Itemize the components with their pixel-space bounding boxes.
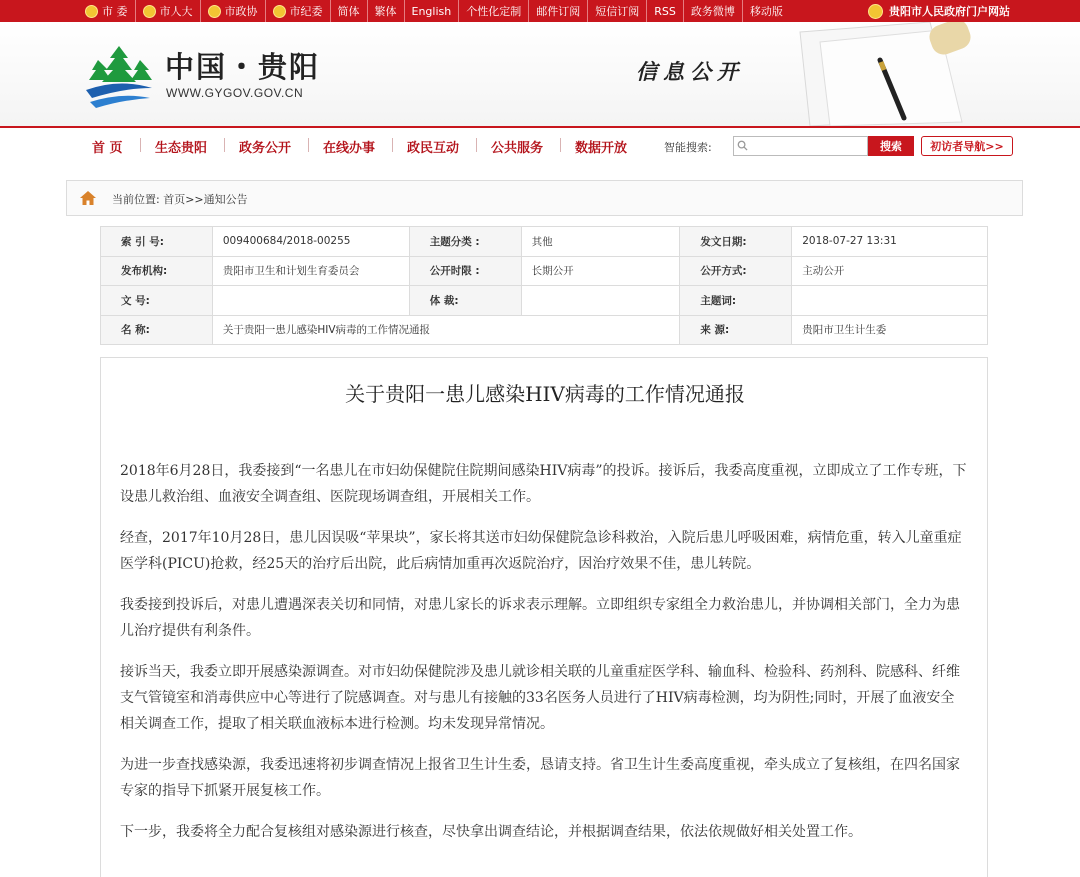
tree-logo-icon[interactable] [84, 44, 154, 108]
top-link-traditional[interactable]: 繁体 [367, 0, 404, 22]
top-link-discipline[interactable]: 市纪委 [265, 0, 330, 22]
paper-pen-decoration-icon [780, 22, 980, 126]
nav-interaction[interactable]: 政民互动 [407, 141, 460, 156]
nav-open-data[interactable]: 数据开放 [575, 141, 628, 156]
nav-ecology[interactable]: 生态贵阳 [155, 141, 208, 156]
meta-category-value: 其他 [521, 227, 680, 257]
meta-row [101, 256, 988, 286]
meta-category-key: 主题分类 : [409, 227, 521, 257]
meta-genre-key: 体 裁: [409, 286, 521, 316]
party-emblem-icon [273, 5, 286, 18]
top-link-customize[interactable]: 个性化定制 [458, 0, 528, 22]
nav-divider [224, 138, 225, 152]
breadcrumb-text [112, 191, 248, 207]
article [100, 357, 988, 877]
meta-index-value: 009400684/2018-00255 [212, 227, 409, 257]
article-paragraph: 接诉当天，我委立即开展感染源调查。对市妇幼保健院涉及患儿就诊相关联的儿童重症医学科、输血科、检验科、药剂科、院感科、纤维支气管镜室和消毒供应中心等进行了院感调查。对与患儿有接触的33名医务人员进行了HIV病毒检测，均为阴性;同时，开展了血液安全相关调查工作，提取了相关联血液标本进行检测。均未发现异常情况。 [120, 664, 960, 732]
breadcrumb-home-link[interactable]: 首页 [163, 193, 186, 206]
document-meta-table [100, 226, 988, 345]
breadcrumb-separator: >> [185, 193, 204, 206]
article-body [120, 458, 968, 860]
meta-method-key: 公开方式: [680, 256, 792, 286]
breadcrumb [66, 180, 1023, 216]
meta-row [101, 286, 988, 316]
meta-publisher-value: 贵阳市卫生和计划生育委员会 [212, 256, 409, 286]
info-disclosure-tag: 信息公开 [636, 59, 744, 84]
meta-date-key: 发文日期: [680, 227, 792, 257]
top-links [78, 0, 790, 22]
national-emblem-icon [868, 4, 883, 19]
cppcc-emblem-icon [208, 5, 221, 18]
nav-divider [140, 138, 141, 152]
meta-name-key: 名 称: [101, 315, 213, 345]
meta-row [101, 315, 988, 345]
nav-home[interactable]: 首 页 [92, 141, 123, 156]
meta-method-value: 主动公开 [792, 256, 988, 286]
search-input[interactable] [733, 136, 868, 156]
meta-doc-number-value [212, 286, 409, 316]
top-link-simplified[interactable]: 简体 [330, 0, 367, 22]
article-paragraph: 经查，2017年10月28日，患儿因误吸“苹果块”，家长将其送市妇幼保健院急诊科救治，入院后患儿呼吸困难，病情危重，转入儿童重症医学科(PICU)抢救，经25天的治疗后出院，此后病情加重再次返院治疗，因治疗效果不佳，患儿转院。 [120, 530, 962, 572]
meta-duration-value: 长期公开 [521, 256, 680, 286]
search-icon [737, 140, 748, 151]
meta-source-key: 来 源: [680, 315, 792, 345]
article-paragraph: 2018年6月28日，我委接到“一名患儿在市妇幼保健院住院期间感染HIV病毒”的投诉。接诉后，我委高度重视，立即成立了工作专班，下设患儿救治组、血液安全调查组、医院现场调查组，开展相关工作。 [120, 463, 967, 505]
article-paragraph: 我委接到投诉后，对患儿遭遇深表关切和同情，对患儿家长的诉求表示理解。立即组织专家组全力救治患儿，并协调相关部门，全力为患儿治疗提供有利条件。 [120, 597, 960, 639]
portal-link[interactable]: 贵阳市人民政府门户网站 [868, 0, 1010, 22]
meta-duration-key: 公开时限 : [409, 256, 521, 286]
nav-public-service[interactable]: 公共服务 [491, 141, 544, 156]
nav-divider [392, 138, 393, 152]
top-link-cppcc[interactable]: 市政协 [200, 0, 265, 22]
national-emblem-icon [143, 5, 156, 18]
top-link-english[interactable]: English [404, 0, 459, 22]
party-emblem-icon [85, 5, 98, 18]
meta-source-value: 贵阳市卫生计生委 [792, 315, 988, 345]
article-title: 关于贵阳一患儿感染HIV病毒的工作情况通报 [345, 382, 745, 406]
top-link-email-subscribe[interactable]: 邮件订阅 [528, 0, 587, 22]
meta-name-value: 关于贵阳一患儿感染HIV病毒的工作情况通报 [212, 315, 679, 345]
meta-keyword-key: 主题词: [680, 286, 792, 316]
meta-keyword-value [792, 286, 988, 316]
site-url: WWW.GYGOV.GOV.CN [166, 86, 304, 100]
top-link-mobile[interactable]: 移动版 [742, 0, 790, 22]
meta-date-value: 2018-07-27 13:31 [792, 227, 988, 257]
article-paragraph: 下一步，我委将全力配合复核组对感染源进行核查，尽快拿出调查结论，并根据调查结果，依法依规做好相关处置工作。 [120, 824, 862, 840]
top-link-npc[interactable]: 市人大 [135, 0, 200, 22]
breadcrumb-prefix: 当前位置: [112, 193, 160, 206]
breadcrumb-current[interactable]: 通知公告 [203, 193, 248, 206]
visitor-guide-button[interactable]: 初访者导航>> [921, 136, 1013, 156]
main-nav [0, 126, 1080, 163]
site-header [0, 22, 1080, 126]
nav-divider [560, 138, 561, 152]
top-link-rss[interactable]: RSS [646, 0, 683, 22]
meta-publisher-key: 发布机构: [101, 256, 213, 286]
nav-divider [308, 138, 309, 152]
top-link-party-committee[interactable]: 市 委 [78, 0, 135, 22]
meta-index-key: 索 引 号: [101, 227, 213, 257]
top-link-sms-subscribe[interactable]: 短信订阅 [587, 0, 646, 22]
meta-doc-number-key: 文 号: [101, 286, 213, 316]
nav-divider [476, 138, 477, 152]
article-paragraph: 为进一步查找感染源，我委迅速将初步调查情况上报省卫生计生委，恳请支持。省卫生计生委高度重视，牵头成立了复核组，在四名国家专家的指导下抓紧开展复核工作。 [120, 757, 960, 799]
nav-online-service[interactable]: 在线办事 [323, 141, 376, 156]
search-button[interactable]: 搜索 [868, 136, 914, 156]
meta-genre-value [521, 286, 680, 316]
home-icon [79, 190, 97, 206]
search-label: 智能搜索: [664, 141, 712, 154]
top-link-weibo[interactable]: 政务微博 [683, 0, 742, 22]
top-bar [0, 0, 1080, 22]
site-title: 中国・贵阳 [165, 50, 321, 84]
nav-gov-affairs[interactable]: 政务公开 [239, 141, 292, 156]
meta-row [101, 227, 988, 257]
